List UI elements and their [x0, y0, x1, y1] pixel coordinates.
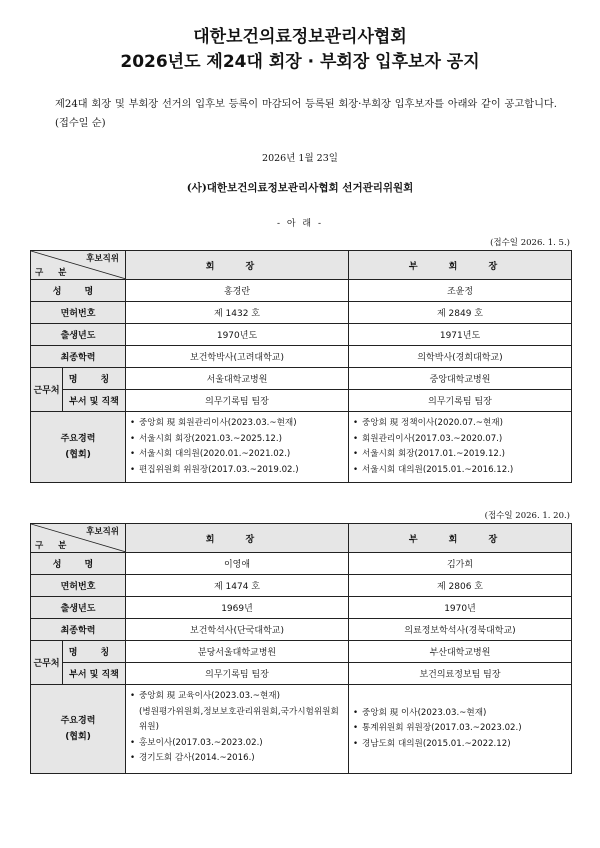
- vice-president-birth-year: 1970년: [349, 597, 572, 619]
- president-education: 보건학박사(고려대학교): [126, 346, 349, 368]
- president-name: 이영애: [126, 553, 349, 575]
- candidate-table-1: [30, 250, 572, 483]
- intro-paragraph: 제24대 회장 및 부회장 선거의 입후보 등록이 마감되어 등록된 회장·부회장 입후보자를 아래와 같이 공고합니다. (접수일 순): [55, 99, 557, 129]
- notice-title: 2026년도 제24대 회장 · 부회장 입후보자 공지: [120, 52, 480, 72]
- career-item: • 통계위원회 위원장(2017.03.~2023.02.): [353, 721, 569, 737]
- president-birth-year: 1969년: [126, 597, 349, 619]
- label-career-main: 주요경력: [60, 716, 96, 726]
- label-workplace: 근무처: [31, 641, 63, 685]
- vice-president-name: 김가희: [349, 553, 572, 575]
- vice-president-education: 의학박사(경희대학교): [349, 346, 572, 368]
- label-workplace: 근무처: [31, 368, 63, 412]
- received-date-1: (접수일 2026. 1. 5.): [490, 238, 570, 248]
- label-career-main: 주요경력: [60, 434, 96, 444]
- label-name: 성 명: [31, 553, 126, 575]
- career-item: • 경남도회 대의원(2015.01.~2022.12): [353, 737, 569, 753]
- president-career: [126, 412, 349, 483]
- vice-president-name: 조윤정: [349, 280, 572, 302]
- header-corner: [31, 524, 126, 553]
- corner-top-label: 후보직위: [86, 254, 119, 264]
- vice-president-workplace: 중앙대학교병원: [349, 368, 572, 390]
- header-vice-president: 부 회 장: [349, 251, 572, 280]
- career-item: • 중앙회 現 정책이사(2020.07.~현재): [353, 416, 569, 432]
- label-dept-title: 부서 및 직책: [63, 390, 126, 412]
- career-item: • 중앙회 現 이사(2023.03.~현재): [353, 706, 569, 722]
- header-president: 회 장: [126, 524, 349, 553]
- career-item: • 회원관리이사(2017.03.~2020.07.): [353, 432, 569, 448]
- president-dept-title: 의무기록팀 팀장: [126, 390, 349, 412]
- vice-president-dept-title: 의무기록팀 팀장: [349, 390, 572, 412]
- received-date-2: (접수일 2026. 1. 20.): [484, 511, 570, 521]
- vice-president-dept-title: 보건의료정보팀 팀장: [349, 663, 572, 685]
- label-career-sub: (협회): [65, 732, 91, 742]
- label-license: 면허번호: [31, 575, 126, 597]
- corner-top-label: 후보직위: [86, 527, 119, 537]
- vice-president-education: 의료정보학석사(경북대학교): [349, 619, 572, 641]
- label-work-name: 명 칭: [63, 368, 126, 390]
- president-license: 제 1432 호: [126, 302, 349, 324]
- vice-president-license: 제 2849 호: [349, 302, 572, 324]
- career-item: • 경기도회 감사(2014.~2016.): [130, 751, 346, 767]
- candidate-table-2: [30, 523, 572, 774]
- vice-president-license: 제 2806 호: [349, 575, 572, 597]
- president-license: 제 1474 호: [126, 575, 349, 597]
- president-dept-title: 의무기록팀 팀장: [126, 663, 349, 685]
- below-label: - 아 래 -: [276, 219, 324, 229]
- corner-bottom-label: 구 분: [35, 268, 73, 278]
- label-career: [31, 685, 126, 774]
- career-item: (병원평가위원회,정보보호관리위원회,국가시험위원회 위원): [139, 706, 339, 732]
- president-education: 보건학석사(단국대학교): [126, 619, 349, 641]
- header-corner: [31, 251, 126, 280]
- label-work-name: 명 칭: [63, 641, 126, 663]
- label-career: [31, 412, 126, 483]
- president-birth-year: 1970년도: [126, 324, 349, 346]
- header-president: 회 장: [126, 251, 349, 280]
- career-item: • 서울시회 대의원(2020.01.~2021.02.): [130, 447, 346, 463]
- label-birth-year: 출생년도: [31, 324, 126, 346]
- label-license: 면허번호: [31, 302, 126, 324]
- label-birth-year: 출생년도: [31, 597, 126, 619]
- issuing-organization: (사)대한보건의료정보관리사협회 선거관리위원회: [186, 182, 414, 194]
- label-education: 최종학력: [31, 619, 126, 641]
- career-item: • 중앙회 現 회원관리이사(2023.03.~현재): [130, 416, 346, 432]
- notice-date: 2026년 1월 23일: [262, 153, 338, 164]
- label-education: 최종학력: [31, 346, 126, 368]
- corner-bottom-label: 구 분: [35, 541, 73, 551]
- career-item: • 서울시회 회장(2017.01.~2019.12.): [353, 447, 569, 463]
- vice-president-birth-year: 1971년도: [349, 324, 572, 346]
- president-name: 홍경란: [126, 280, 349, 302]
- president-workplace: 서울대학교병원: [126, 368, 349, 390]
- career-item: • 홍보이사(2017.03.~2023.02.): [130, 736, 346, 752]
- president-career: [126, 685, 349, 774]
- vice-president-workplace: 부산대학교병원: [349, 641, 572, 663]
- label-name: 성 명: [31, 280, 126, 302]
- president-workplace: 분당서울대학교병원: [126, 641, 349, 663]
- career-item: • 편집위원회 위원장(2017.03.~2019.02.): [130, 463, 346, 479]
- career-item: • 서울시회 회장(2021.03.~2025.12.): [130, 432, 346, 448]
- career-item: • 중앙회 現 교육이사(2023.03.~현재): [130, 689, 346, 705]
- vice-president-career: [349, 412, 572, 483]
- label-career-sub: (협회): [65, 450, 91, 460]
- label-dept-title: 부서 및 직책: [63, 663, 126, 685]
- association-title: 대한보건의료정보관리사협회: [193, 27, 407, 47]
- header-vice-president: 부 회 장: [349, 524, 572, 553]
- career-item: • 서울시회 대의원(2015.01.~2016.12.): [353, 463, 569, 479]
- vice-president-career: [349, 685, 572, 774]
